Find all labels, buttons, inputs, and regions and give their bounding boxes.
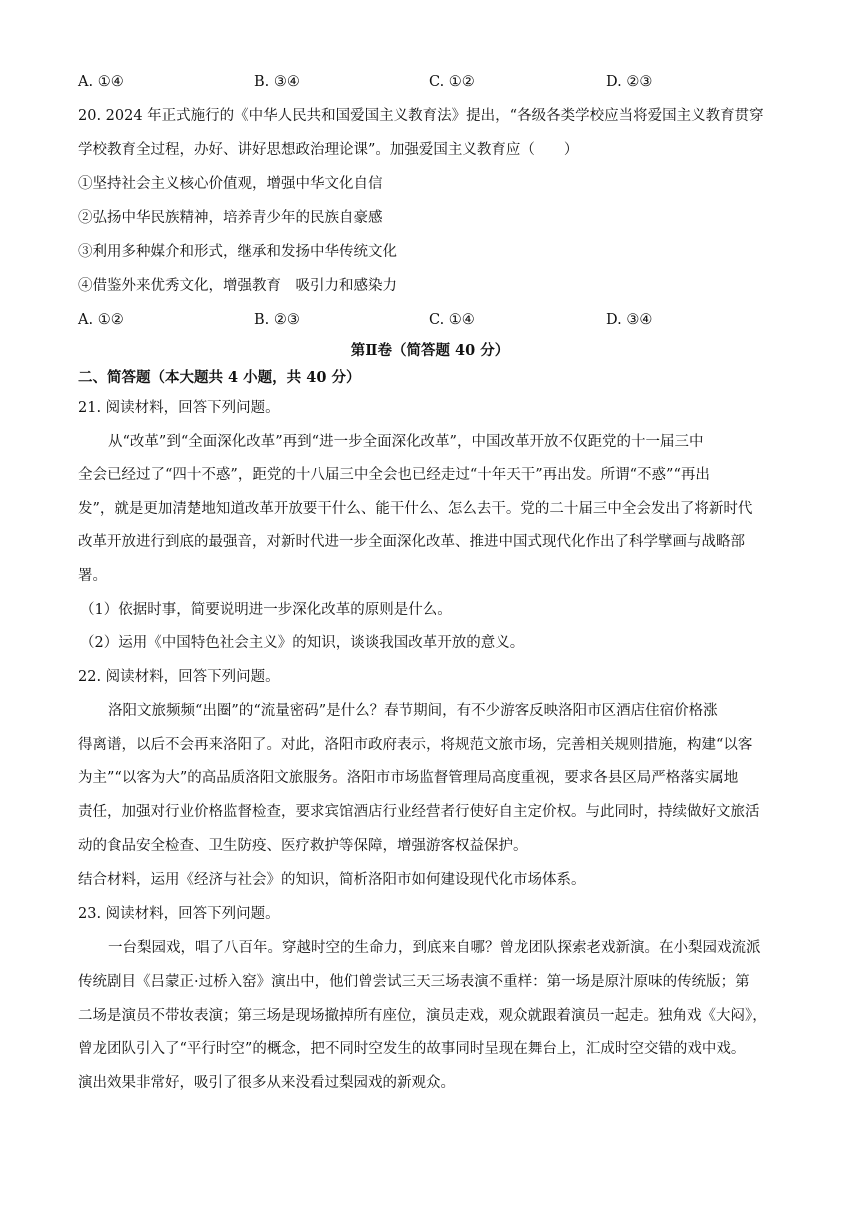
q20-option-b: B. ②③ [254, 312, 300, 328]
q21-material-line-1: 从“改革”到“全面深化改革”再到“进一步全面深化改革”，中国改革开放不仅距党的十一届三中 [108, 434, 704, 450]
q20-item-3: ③利用多种媒介和形式，继承和发扬中华传统文化 [78, 244, 397, 260]
q22-material-line-5: 动的食品安全检查、卫生防疫、医疗救护等保障，增强游客权益保护。 [78, 838, 528, 854]
q23-material-line-3: 二场是演员不带妆表演；第三场是现场撤掉所有座位，演员走戏，观众就跟着演员一起走。独角戏《大闷》， [78, 1008, 767, 1024]
q19-option-d: D. ②③ [606, 74, 653, 90]
q22-material-line-3: 为主”“以客为大”的高品质洛阳文旅服务。洛阳市市场监督管理局高度重视，要求各县区局严格落实属地 [78, 770, 739, 786]
q20-option-a: A. ①② [78, 312, 124, 328]
q22-question: 结合材料，运用《经济与社会》的知识，简析洛阳市如何建设现代化市场体系。 [78, 872, 586, 888]
q23-material-line-1: 一台梨园戏，唱了八百年。穿越时空的生命力，到底来自哪？曾龙团队探索老戏新演。在小梨园戏流派 [108, 940, 761, 956]
q23-heading: 23. 阅读材料，回答下列问题。 [78, 906, 280, 922]
q21-material-line-2: 全会已经过了“四十不惑”，距党的十八届三中全会也已经走过“十年天干”再出发。所谓“不惑”“再出 [78, 467, 710, 483]
q21-material-line-4: 改革开放进行到底的最强音，对新时代进一步全面深化改革、推进中国式现代化作出了科学擘画与战略部 [78, 534, 745, 550]
q23-material-line-2: 传统剧目《吕蒙正·过桥入窑》演出中，他们曾尝试三天三场表演不重样：第一场是原汁原味的传统版；第 [78, 974, 750, 990]
q20-item-1: ①坚持社会主义核心价值观，增强中华文化自信 [78, 176, 383, 192]
q21-subquestion-1: （1）依据时事，简要说明进一步深化改革的原则是什么。 [80, 602, 452, 618]
q19-option-b: B. ③④ [254, 74, 300, 90]
q23-material-line-4: 曾龙团队引入了“平行时空”的概念，把不同时空发生的故事同时呈现在舞台上，汇成时空交错的戏中戏。 [78, 1041, 746, 1057]
q22-material-line-1: 洛阳文旅频频“出圈”的“流量密码”是什么？春节期间，有不少游客反映洛阳市区酒店住宿价格涨 [108, 703, 718, 719]
q21-material-line-3: 发”，就是更加清楚地知道改革开放要干什么、能干什么、怎么去干。党的二十届三中全会发出了将新时代 [78, 501, 753, 517]
q21-material-line-5: 署。 [78, 568, 107, 584]
q20-item-2: ②弘扬中华民族精神，培养青少年的民族自豪感 [78, 210, 383, 226]
q22-material-line-2: 得离谱，以后不会再来洛阳了。对此，洛阳市政府表示，将规范文旅市场，完善相关规则措施，构建“以客 [78, 737, 753, 753]
q20-stem-line-2: 学校教育全过程，办好、讲好思想政治理论课”。加强爱国主义教育应（ ） [78, 142, 579, 158]
q22-material-line-4: 责任，加强对行业价格监督检查，要求宾馆酒店行业经营者行使好自主定价权。与此同时，持续做好文旅活 [78, 804, 760, 820]
q20-item-4: ④借鉴外来优秀文化，增强教育 吸引力和感染力 [78, 278, 397, 294]
q20-stem-line-1: 20. 2024 年正式施行的《中华人民共和国爱国主义教育法》提出，“各级各类学校应当将爱国主义教育贯穿 [78, 108, 764, 124]
q19-option-c: C. ①② [429, 74, 475, 90]
q22-heading: 22. 阅读材料，回答下列问题。 [78, 669, 280, 685]
q21-heading: 21. 阅读材料，回答下列问题。 [78, 400, 280, 416]
q20-option-d: D. ③④ [606, 312, 653, 328]
q20-option-c: C. ①④ [429, 312, 475, 328]
q19-options [78, 72, 784, 92]
q20-options [78, 310, 784, 330]
q21-subquestion-2: （2）运用《中国特色社会主义》的知识，谈谈我国改革开放的意义。 [80, 635, 525, 651]
section-title: 二、简答题（本大题共 4 小题，共 40 分） [78, 369, 361, 386]
q23-material-line-5: 演出效果非常好，吸引了很多从来没看过梨园戏的新观众。 [78, 1075, 455, 1091]
q19-option-a: A. ①④ [78, 74, 124, 90]
volume-title: 第Ⅱ卷（简答题 40 分） [350, 342, 510, 359]
